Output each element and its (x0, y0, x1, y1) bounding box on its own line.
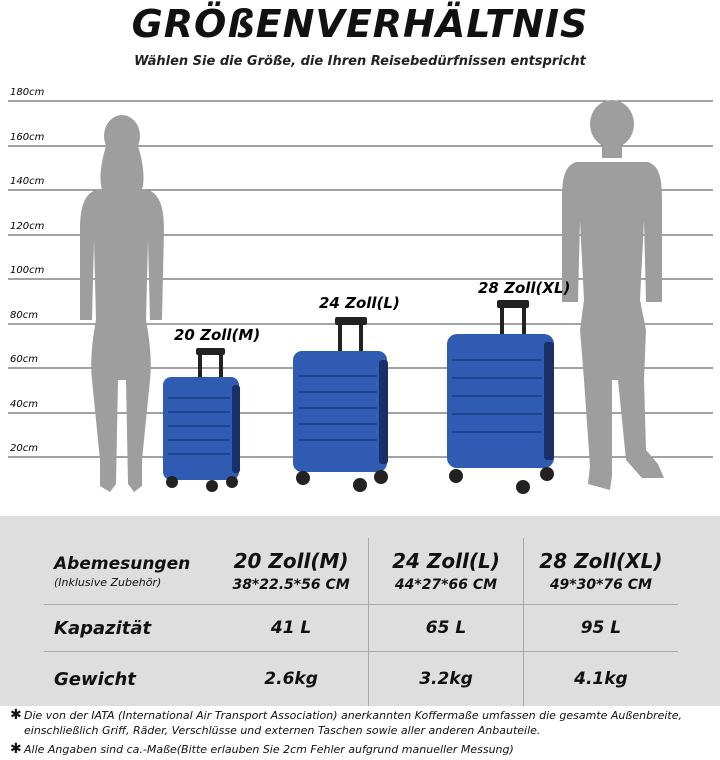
capacity-cell-xl (523, 605, 678, 652)
capacity-xl: 95 L (580, 618, 622, 638)
footnote-approx-text: Alle Angaben sind ca.-Maße(Bitte erlauben Sie 2cm Fehler aufgrund manueller Messung) (24, 743, 514, 756)
dimensions-note: (Inklusive Zubehör) (54, 575, 162, 589)
dimensions-label: Abemesungen (54, 553, 191, 574)
footnote-approx (10, 742, 716, 757)
suitcase-20-inch (163, 326, 260, 492)
weight-m: 2.6kg (264, 669, 318, 689)
size-heading-xl: 28 Zoll(XL) (539, 549, 663, 573)
capacity-cell-l (369, 605, 524, 652)
weight-cell-xl (523, 652, 678, 707)
scale-label-120: 120cm (10, 221, 45, 232)
female-silhouette (80, 115, 164, 492)
dimensions-label-cell (44, 538, 214, 605)
size-cell-m (214, 538, 369, 605)
scale-label-80: 80cm (10, 310, 38, 321)
table-row (44, 652, 678, 707)
weight-label-cell (44, 652, 214, 707)
footnote-iata-text: Die von der IATA (International Air Transport Association) anerkannten Koffermaße umfassen die gesamte Außenbreite, einschließlich Griff, Räder, Verschlüsse und externen Taschen sowie aller anderen Anbauteile. (24, 709, 682, 737)
size-comparison-scene (0, 80, 720, 500)
page-title: GRÖßENVERHÄLTNIS (131, 2, 589, 46)
male-silhouette (562, 100, 664, 490)
weight-label: Gewicht (54, 668, 136, 690)
capacity-label: Kapazität (54, 617, 152, 639)
scale-label-160: 160cm (10, 132, 45, 143)
asterisk-icon: ✱ (10, 707, 22, 723)
capacity-cell-m (214, 605, 369, 652)
specs-table (44, 538, 678, 706)
weight-cell-m (214, 652, 369, 707)
table-row (44, 605, 678, 652)
page-subtitle: Wählen Sie die Größe, die Ihren Reisebedürfnissen entspricht (134, 54, 586, 69)
asterisk-icon: ✱ (10, 741, 22, 757)
scale-label-100: 100cm (10, 265, 45, 276)
suitcase-label-24: 24 Zoll(L) (319, 294, 400, 312)
scale-label-60: 60cm (10, 354, 38, 365)
scale-label-20: 20cm (10, 443, 38, 454)
dimensions-m: 38*22.5*56 CM (232, 577, 350, 593)
size-cell-xl (523, 538, 678, 605)
weight-cell-l (369, 652, 524, 707)
suitcase-28-inch (447, 279, 570, 494)
capacity-m: 41 L (270, 618, 312, 638)
scale-label-40: 40cm (10, 399, 38, 410)
suitcase-label-20: 20 Zoll(M) (174, 326, 261, 344)
capacity-l: 65 L (425, 618, 467, 638)
size-cell-l (369, 538, 524, 605)
weight-xl: 4.1kg (574, 669, 628, 689)
scale-label-140: 140cm (10, 176, 45, 187)
dimensions-xl: 49*30*76 CM (549, 577, 652, 593)
size-heading-m: 20 Zoll(M) (233, 549, 349, 573)
capacity-label-cell (44, 605, 214, 652)
size-heading-l: 24 Zoll(L) (392, 549, 500, 573)
dimensions-l: 44*27*66 CM (394, 577, 498, 593)
scale-label-180: 180cm (10, 87, 45, 98)
footnote-iata (10, 708, 716, 738)
table-row (44, 538, 678, 605)
suitcase-label-28: 28 Zoll(XL) (478, 279, 571, 297)
weight-l: 3.2kg (419, 669, 473, 689)
